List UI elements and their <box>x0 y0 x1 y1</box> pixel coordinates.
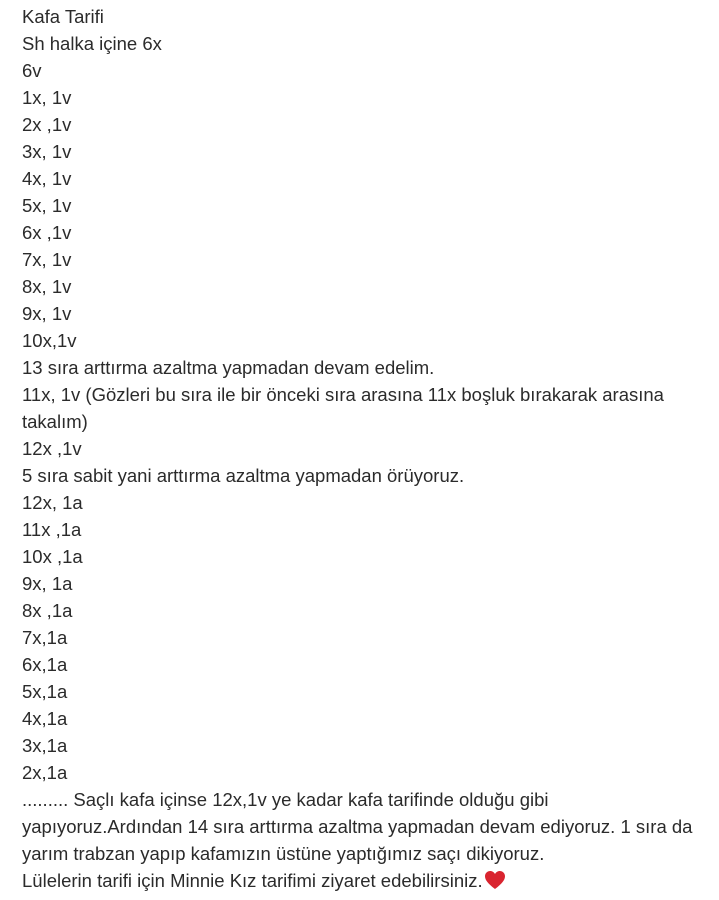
recipe-line: 13 sıra arttırma azaltma yapmadan devam edelim. <box>22 357 435 378</box>
recipe-line: 7x, 1v <box>22 249 72 270</box>
recipe-line: 6x,1a <box>22 654 68 675</box>
recipe-line: 4x,1a <box>22 708 68 729</box>
recipe-line: 12x, 1a <box>22 492 83 513</box>
hair-note: ......... Saçlı kafa içinse 12x,1v ye kadar kafa tarifinde olduğu gibi yapıyoruz.Ardından 14 sıra arttırma azaltma yapmadan devam ediyoruz. 1 sıra da yarım trabzan yapıp kafamızın üstüne yaptığımız saçı dikiyoruz. <box>22 789 693 864</box>
recipe-line: 6x ,1v <box>22 222 72 243</box>
recipe-line: 9x, 1v <box>22 303 72 324</box>
recipe-line: 4x, 1v <box>22 168 72 189</box>
recipe-line: 8x ,1a <box>22 600 73 621</box>
recipe-line: 11x ,1a <box>22 519 82 540</box>
curls-note-line <box>22 867 702 897</box>
recipe-line: 1x, 1v <box>22 87 72 108</box>
recipe-line: 3x, 1v <box>22 141 72 162</box>
recipe-line: 5x,1a <box>22 681 68 702</box>
recipe-line: 6v <box>22 60 42 81</box>
recipe-line: 3x,1a <box>22 735 68 756</box>
recipe-line: 7x,1a <box>22 627 68 648</box>
recipe-line: 12x ,1v <box>22 438 82 459</box>
curls-note: Lülelerin tarifi için Minnie Kız tarifimi ziyaret edebilirsiniz. <box>22 870 483 891</box>
recipe-line: 2x,1a <box>22 762 68 783</box>
recipe-line: 10x ,1a <box>22 546 83 567</box>
recipe-line: Sh halka içine 6x <box>22 33 162 54</box>
recipe-line: 9x, 1a <box>22 573 73 594</box>
recipe-line: 8x, 1v <box>22 276 72 297</box>
heart-icon <box>484 870 506 897</box>
recipe-line: 5 sıra sabit yani arttırma azaltma yapmadan örüyoruz. <box>22 465 465 486</box>
recipe-line: 11x, 1v (Gözleri bu sıra ile bir önceki sıra arasına 11x boşluk bırakarak arasına takalım) <box>22 384 664 432</box>
recipe-line: 10x,1v <box>22 330 77 351</box>
recipe-title: Kafa Tarifi <box>22 6 104 27</box>
recipe-document <box>22 3 702 897</box>
recipe-line: 2x ,1v <box>22 114 72 135</box>
recipe-line: 5x, 1v <box>22 195 72 216</box>
